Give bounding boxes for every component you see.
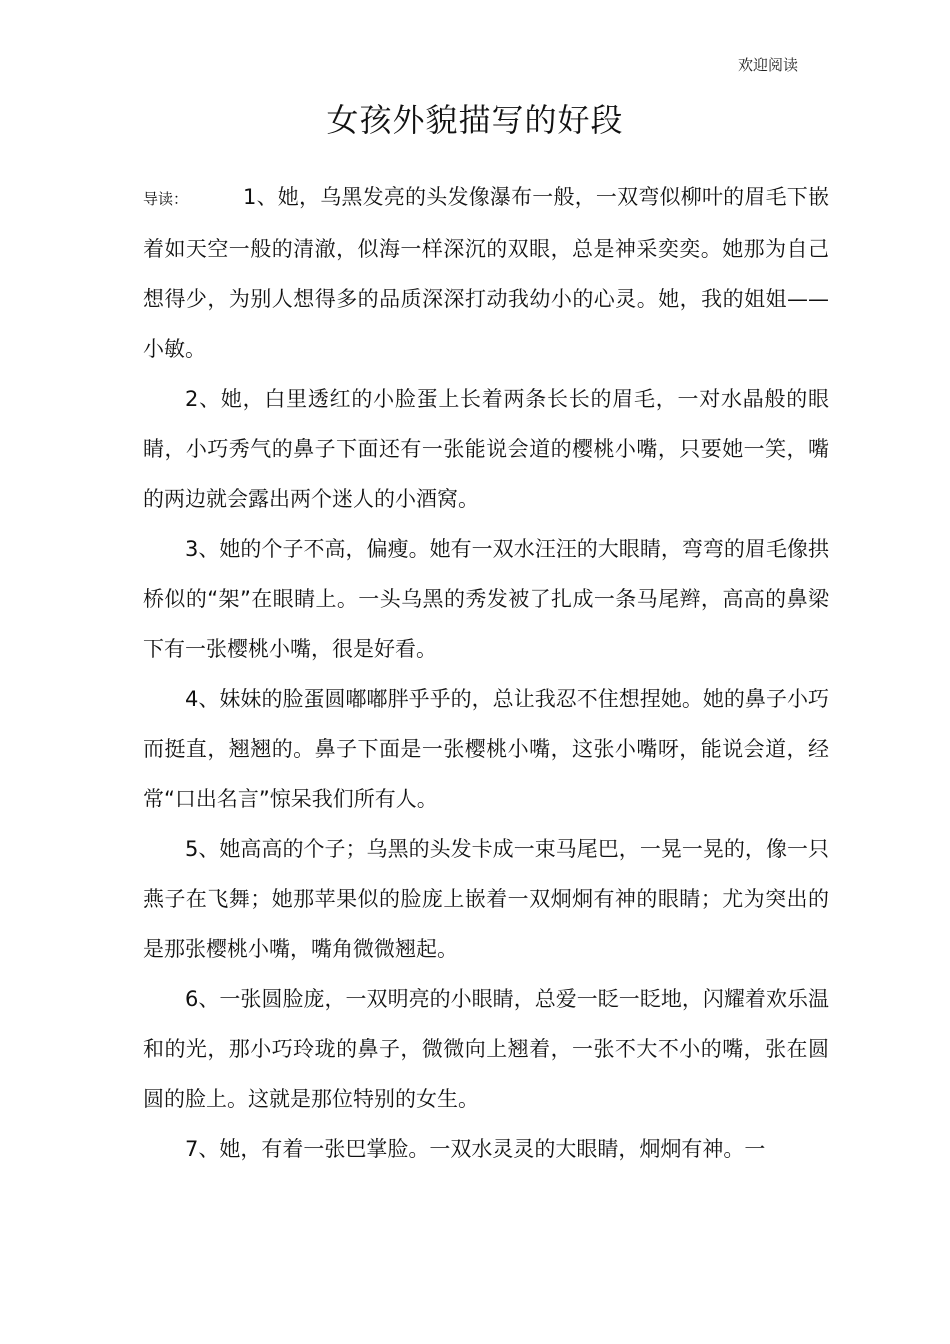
paragraph-3: 3、她的个子不高，偏瘦。她有一双水汪汪的大眼睛，弯弯的眉毛像拱桥似的“架”在眼睛上。一头乌黑的秀发被了扎成一条马尾辫，高高的鼻梁下有一张樱桃小嘴，很是好看。 xyxy=(143,537,829,661)
paragraph-5: 5、她高高的个子；乌黑的头发卡成一束马尾巴，一晃一晃的，像一只燕子在飞舞；她那苹果似的脸庞上嵌着一双炯炯有神的眼睛；尤为突出的是那张樱桃小嘴，嘴角微微翘起。 xyxy=(143,837,829,961)
lead-label: 导读： xyxy=(143,190,189,208)
paragraph-7: 7、她，有着一张巴掌脸。一双水灵灵的大眼睛，炯炯有神。一 xyxy=(185,1137,766,1161)
paragraph-text: 1、她，乌黑发亮的头发像瀑布一般，一双弯似柳叶的眉毛下嵌着如天空一般的清澈，似海一样深沉的双眼，总是神采奕奕。她那为自己想得少，为别人想得多的品质深深打动我幼小的心灵。她，我的姐姐——小敏。 xyxy=(143,185,829,361)
document-title: 女孩外貌描写的好段 xyxy=(326,101,624,139)
paragraph-4: 4、妹妹的脸蛋圆嘟嘟胖乎乎的，总让我忍不住想捏她。她的鼻子小巧而挺直，翘翘的。鼻子下面是一张樱桃小嘴，这张小嘴呀，能说会道，经常“口出名言”惊呆我们所有人。 xyxy=(143,687,829,811)
paragraph-6: 6、一张圆脸庞，一双明亮的小眼睛，总爱一眨一眨地，闪耀着欢乐温和的光，那小巧玲珑的鼻子，微微向上翘着，一张不大不小的嘴，张在圆圆的脸上。这就是那位特别的女生。 xyxy=(143,987,829,1111)
header-note: 欢迎阅读 xyxy=(737,56,798,74)
paragraph-1 xyxy=(143,172,829,374)
paragraph-2: 2、她，白里透红的小脸蛋上长着两条长长的眉毛，一对水晶般的眼睛，小巧秀气的鼻子下面还有一张能说会道的樱桃小嘴，只要她一笑，嘴的两边就会露出两个迷人的小酒窝。 xyxy=(143,387,829,511)
document-body xyxy=(143,172,829,1174)
